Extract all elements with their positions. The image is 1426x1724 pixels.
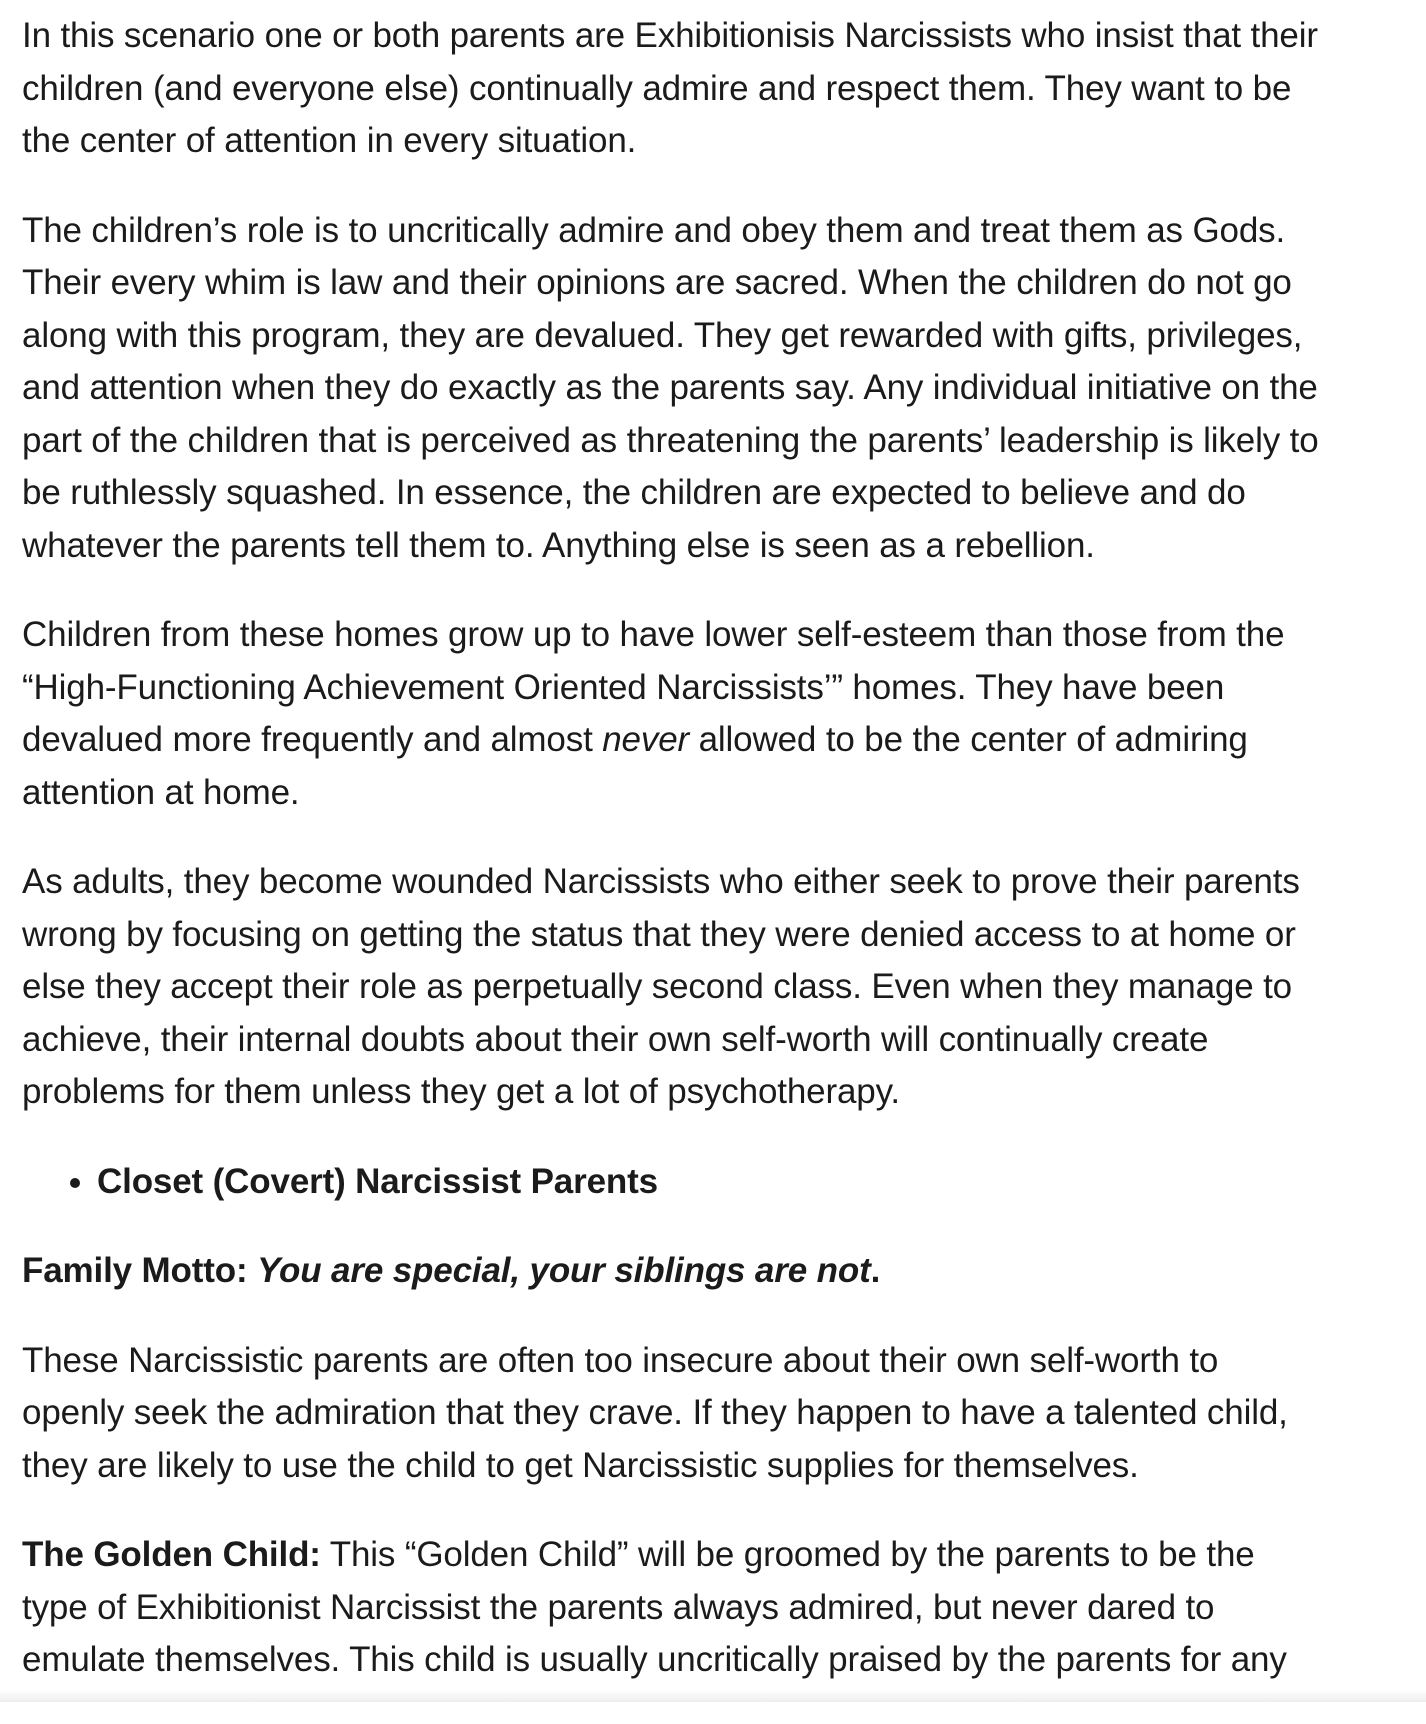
- motto-text: You are special, your siblings are not: [257, 1251, 871, 1290]
- paragraph-exhibitionist-scenario: [22, 10, 1426, 168]
- text-line: problems for them unless they get a lot of psychotherapy.: [22, 1072, 900, 1111]
- article-body: [22, 10, 1426, 1724]
- bottom-scroll-edge: [0, 1690, 1426, 1702]
- text-line: whatever the parents tell them to. Anything else is seen as a rebellion.: [22, 525, 1095, 565]
- text-line: As adults, they become wounded Narcissists who either seek to prove their parents: [22, 862, 1300, 901]
- text-line: the center of attention in every situation.: [22, 121, 637, 160]
- paragraph-insecure-parents: [22, 1335, 1426, 1493]
- motto-period: .: [870, 1251, 881, 1290]
- text-line: The children’s role is to uncritically admire and obey them and treat them as Gods.: [22, 210, 1286, 250]
- text-line: wrong by focusing on getting the status that they were denied access to at home or: [22, 914, 1296, 954]
- golden-child-label: The Golden Child:: [22, 1535, 321, 1574]
- paragraph-self-esteem: [22, 609, 1426, 819]
- text-line: type of Exhibitionist Narcissist the parents always admired, but never dared to: [22, 1587, 1215, 1627]
- text-line: Their every whim is law and their opinions are sacred. When the children do not go: [22, 263, 1292, 302]
- motto-label: Family Motto:: [22, 1251, 258, 1290]
- text-line: emulate themselves. This child is usually uncritically praised by the parents for any: [22, 1640, 1287, 1679]
- text-segment: This “Golden Child” will be groomed by the parents to be the: [320, 1535, 1255, 1574]
- family-motto: [22, 1245, 1426, 1298]
- text-line: and attention when they do exactly as the parents say. Any individual initiative on the: [22, 368, 1318, 407]
- text-line: These Narcissistic parents are often too insecure about their own self-worth to: [22, 1340, 1219, 1380]
- text-segment: devalued more frequently and almost: [22, 720, 603, 759]
- text-line: part of the children that is perceived as threatening the parents’ leadership is likely to: [22, 420, 1319, 460]
- text-line: Children from these homes grow up to have lower self-esteem than those from the: [22, 615, 1285, 654]
- text-segment: allowed to be the center of admiring: [689, 720, 1248, 759]
- text-line: children (and everyone else) continually admire and respect them. They want to be: [22, 68, 1292, 108]
- text-line: they are likely to use the child to get Narcissistic supplies for themselves.: [22, 1445, 1139, 1485]
- text-line: be ruthlessly squashed. In essence, the children are expected to believe and do: [22, 473, 1246, 512]
- bullet-list: [22, 1156, 1426, 1209]
- text-line: openly seek the admiration that they crave. If they happen to have a talented child,: [22, 1393, 1288, 1432]
- text-line: [22, 714, 1426, 767]
- emphasis-never: never: [602, 720, 690, 759]
- text-line: attention at home.: [22, 772, 300, 812]
- list-item-closet-narcissist-parents: • Closet (Covert) Narcissist Parents: [97, 1156, 1426, 1209]
- text-line: “High-Functioning Achievement Oriented Narcissists’” homes. They have been: [22, 667, 1225, 707]
- paragraph-as-adults: [22, 856, 1426, 1119]
- paragraph-golden-child: [22, 1529, 1426, 1687]
- text-line: achieve, their internal doubts about their own self-worth will continually create: [22, 1019, 1209, 1059]
- paragraph-children-role: [22, 205, 1426, 573]
- text-line: In this scenario one or both parents are Exhibitionisis Narcissists who insist that their: [22, 16, 1318, 55]
- text-line: else they accept their role as perpetually second class. Even when they manage to: [22, 967, 1292, 1006]
- text-line: [22, 1529, 1426, 1582]
- text-line: along with this program, they are devalued. They get rewarded with gifts, privileges,: [22, 315, 1303, 355]
